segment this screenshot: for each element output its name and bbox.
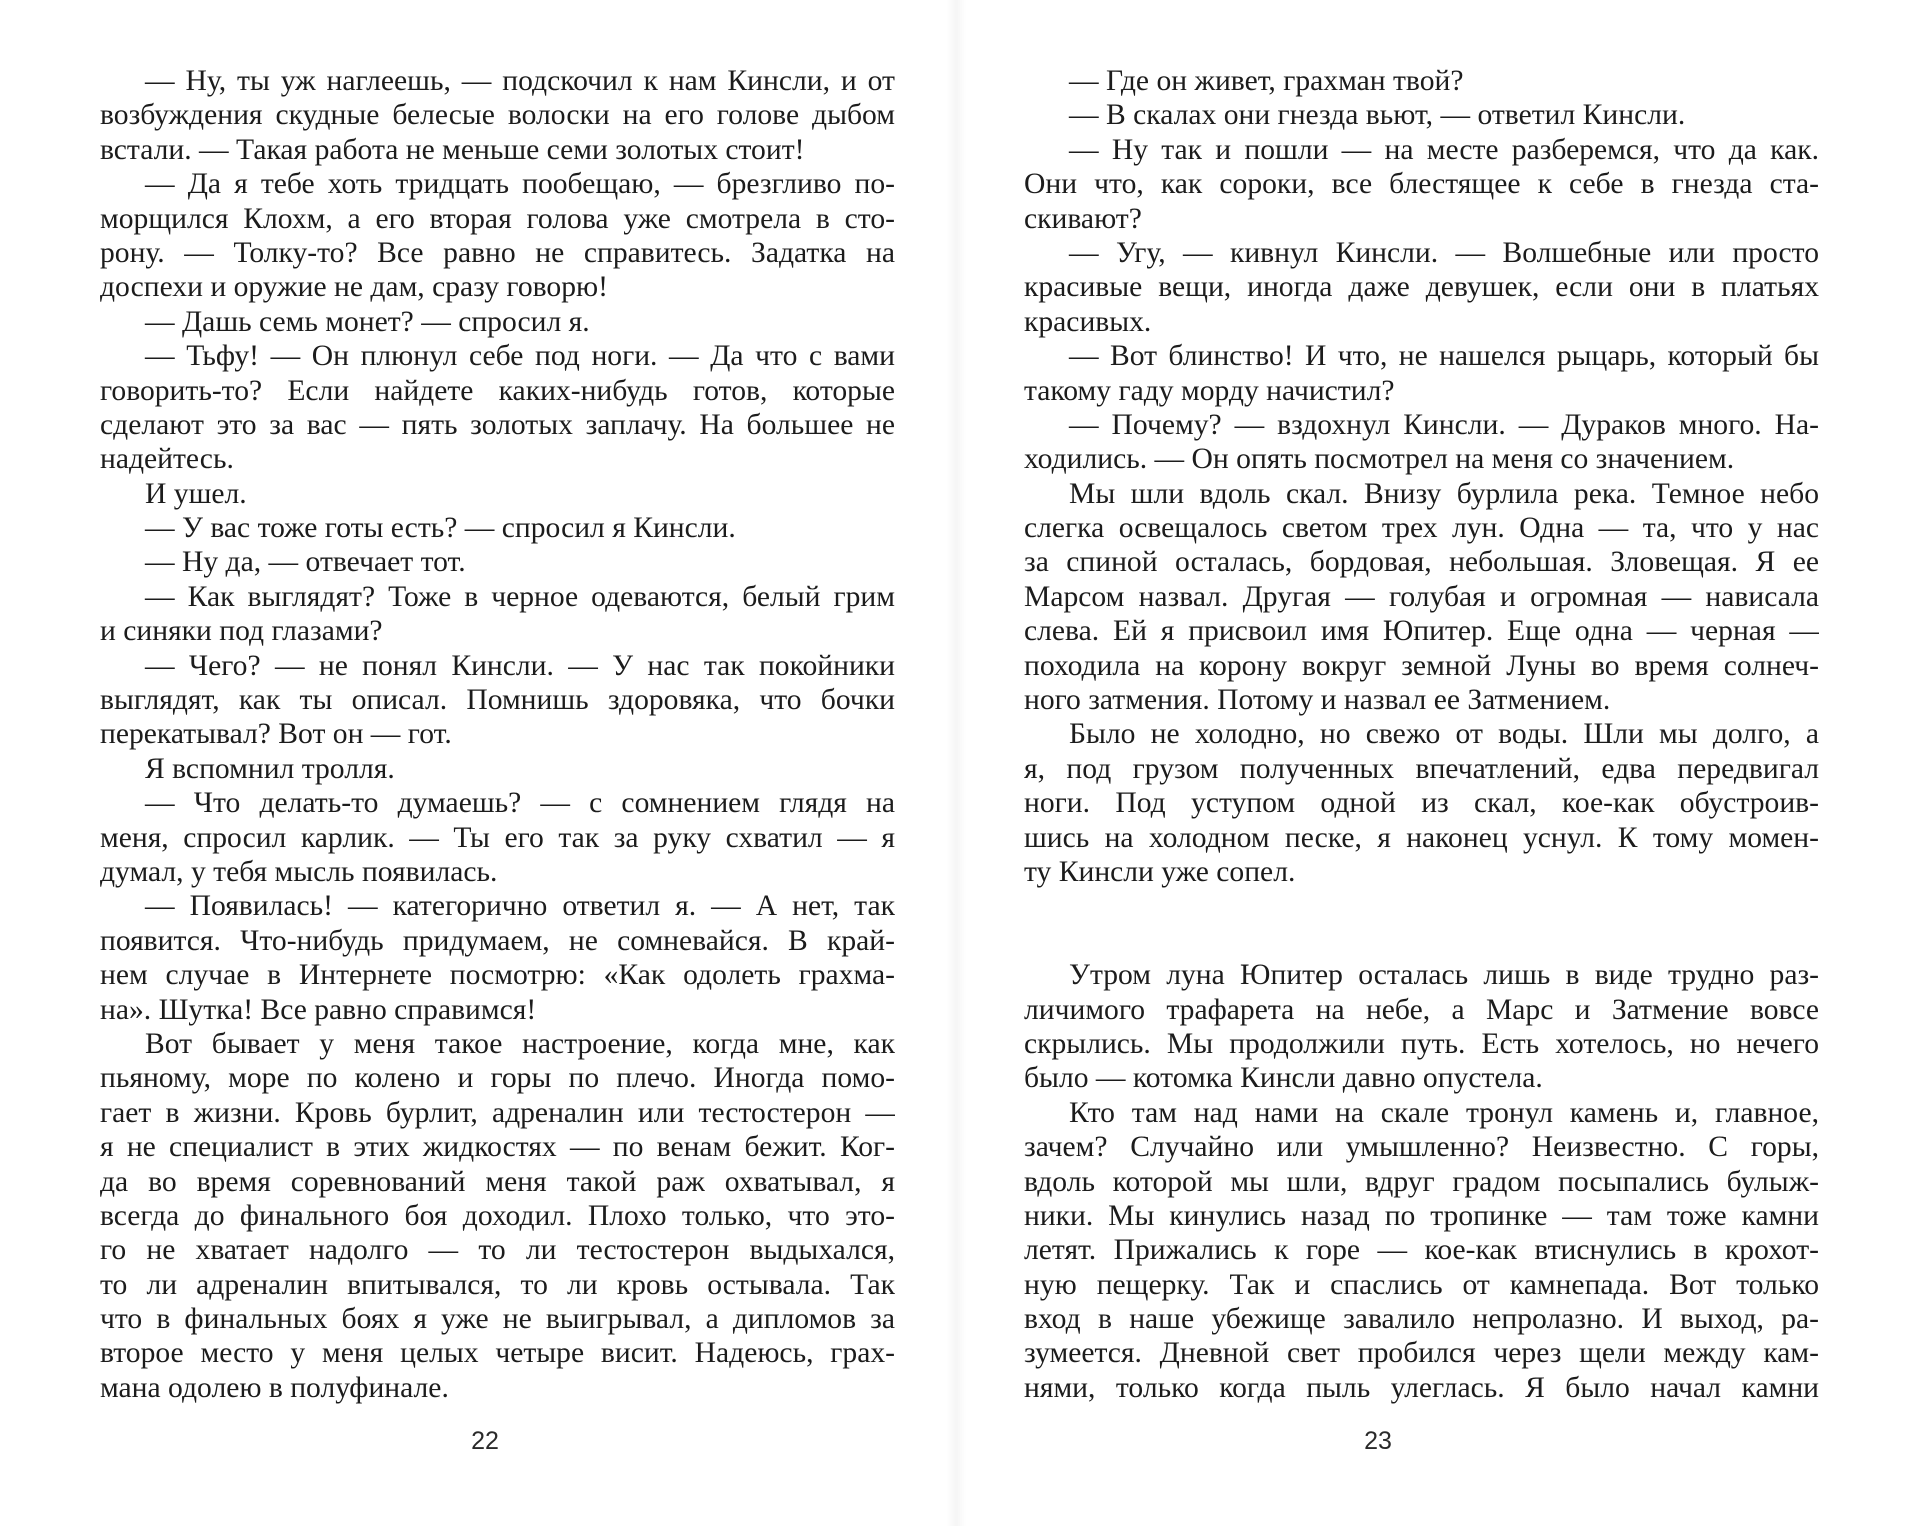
text-line: летят. Прижались к горе — кое-как втиснулись в крохот-	[1024, 1234, 1819, 1267]
text-line: — Тьфу! — Он плюнул себе под ноги. — Да что с вами	[145, 340, 895, 373]
text-line: красивые вещи, иногда даже девушек, если они в платьях	[1024, 271, 1819, 304]
text-line: — Появилась! — категорично ответил я. — А нет, так	[145, 890, 895, 923]
text-line: сделают это за вас — пять золотых заплачу. На большее не	[100, 408, 895, 441]
text-line: — Ну, ты уж наглеешь, — подскочил к нам Кинсли, и от	[145, 65, 895, 97]
text-line: нями, только когда пыль улеглась. Я было начал камни	[1024, 1371, 1819, 1404]
text-line: ходились. — Он опять посмотрел на меня со значением.	[1024, 443, 1735, 476]
text-line: — У вас тоже готы есть? — спросил я Кинсли.	[145, 512, 736, 545]
text-line: надейтесь.	[100, 443, 234, 476]
text-line: да во время соревнований меня такой раж охватывал, я	[100, 1165, 895, 1198]
text-line: личимого трафарета на небе, а Марс и Затмение вовсе	[1024, 993, 1819, 1026]
text-line: — Ну так и пошли — на месте разберемся, что да как.	[1069, 133, 1819, 166]
section-break	[1024, 889, 1819, 958]
text-line: Было не холодно, но свежо от воды. Шли мы долго, а	[1069, 718, 1819, 751]
text-line: вход в наше убежище завалило непролазно. И выход, ра-	[1024, 1303, 1819, 1336]
text-line: ту Кинсли уже сопел.	[1024, 855, 1296, 888]
text-line: и синяки под глазами?	[100, 615, 383, 648]
text-line: шись на холодном песке, я наконец уснул. К тому момен-	[1024, 821, 1819, 854]
text-line: — Угу, — кивнул Кинсли. — Волшебные или просто	[1069, 236, 1819, 269]
text-line: зумеется. Дневной свет пробился через щели между кам-	[1024, 1337, 1819, 1370]
text-line: я не специалист в этих жидкостях — по венам бежит. Ког-	[100, 1131, 895, 1164]
text-line: говорить-то? Если найдете каких-нибудь готов, которые	[100, 374, 895, 407]
text-line: что в финальных боях я уже не выигрывал, а дипломов за	[100, 1303, 895, 1336]
text-line: возбуждения скудные белесые волоски на его голове дыбом	[100, 99, 895, 132]
text-line: слегка освещалось светом трех лун. Одна — та, что у нас	[1024, 512, 1819, 545]
text-line: скивают?	[1024, 202, 1142, 235]
text-line: Кто там над нами на скале тронул камень и, главное,	[1069, 1096, 1819, 1129]
text-line: — В скалах они гнезда вьют, — ответил Кинсли.	[1069, 99, 1686, 132]
text-line: Они что, как сороки, все блестящее к себе в гнезда ста-	[1024, 168, 1819, 201]
text-line: я, под грузом полученных впечатлений, едва передвигал	[1024, 752, 1819, 785]
right-page	[956, 0, 1912, 1526]
text-line: — Дашь семь монет? — спросил я.	[145, 305, 590, 338]
text-line: на». Шутка! Все равно справимся!	[100, 993, 537, 1026]
text-line: доспехи и оружие не дам, сразу говорю!	[100, 271, 608, 304]
text-line: Утром луна Юпитер осталась лишь в виде трудно раз-	[1069, 959, 1819, 992]
text-line: Вот бывает у меня такое настроение, когда мне, как	[145, 1027, 895, 1060]
left-page-text	[100, 64, 895, 1405]
text-line: — Что делать-то думаешь? — с сомнением глядя на	[145, 787, 895, 820]
text-line: ную пещерку. Так и спаслись от камнепада. Вот только	[1024, 1268, 1819, 1301]
text-line: ники. Мы кинулись назад по тропинке — там тоже камни	[1024, 1199, 1819, 1232]
text-line: слева. Ей я присвоил имя Юпитер. Еще одна — черная —	[1024, 615, 1819, 648]
text-line: Марсом назвал. Другая — голубая и огромная — нависала	[1024, 580, 1819, 613]
text-line: второе место у меня целых четыре висит. Надеюсь, грах-	[100, 1337, 895, 1370]
right-page-text	[1024, 64, 1819, 1405]
text-line: появится. Что-нибудь придумаем, не сомневайся. В край-	[100, 924, 895, 957]
text-line: морщился Клохм, а его вторая голова уже смотрела в сто-	[100, 202, 895, 235]
text-line: нем случае в Интернете посмотрю: «Как одолеть грахма-	[100, 959, 895, 992]
text-line: то ли адреналин впитывался, то ли кровь остывала. Так	[100, 1268, 895, 1301]
text-line: скрылись. Мы продолжили путь. Есть хотелось, но нечего	[1024, 1027, 1819, 1060]
page-number-right: 23	[1364, 1427, 1392, 1455]
text-line: — Ну да, — отвечает тот.	[145, 546, 466, 579]
text-line: перекатывал? Вот он — гот.	[100, 718, 452, 751]
text-line: — Да я тебе хоть тридцать пообещаю, — брезгливо по-	[145, 168, 895, 201]
text-line: за спиной осталась, бордовая, небольшая. Зловещая. Я ее	[1024, 546, 1819, 579]
text-line: такому гаду морду начистил?	[1024, 374, 1395, 407]
text-line: ноги. Под уступом одной из скал, кое-как обустроив-	[1024, 787, 1819, 820]
text-line: И ушел.	[145, 477, 247, 510]
text-line: походила на корону вокруг земной Луны во время солнеч-	[1024, 649, 1819, 682]
text-line: вдоль которой мы шли, вдруг градом посыпались булыж-	[1024, 1165, 1819, 1198]
text-line: думал, у тебя мысль появилась.	[100, 855, 498, 888]
text-line: зачем? Случайно или умышленно? Неизвестно. С горы,	[1024, 1131, 1819, 1164]
text-line: выглядят, как ты описал. Помнишь здоровяка, что бочки	[100, 684, 895, 717]
text-line: ного затмения. Потому и назвал ее Затмением.	[1024, 684, 1611, 717]
text-line: го не хватает надолго — то ли тестостерон выдыхался,	[100, 1234, 895, 1267]
text-line: гает в жизни. Кровь бурлит, адреналин или тестостерон —	[100, 1096, 895, 1129]
text-line: меня, спросил карлик. — Ты его так за руку схватил — я	[100, 821, 895, 854]
text-line: было — котомка Кинсли давно опустела.	[1024, 1062, 1543, 1095]
text-line: всегда до финального боя доходил. Плохо только, что это-	[100, 1199, 895, 1232]
text-line: встали. — Такая работа не меньше семи золотых стоит!	[100, 133, 805, 166]
text-line: красивых.	[1024, 305, 1152, 338]
text-line: — Как выглядят? Тоже в черное одеваются, белый грим	[145, 580, 895, 613]
text-line: рону. — Толку-то? Все равно не справитесь. Задатка на	[100, 236, 895, 269]
text-line: Мы шли вдоль скал. Внизу бурлила река. Темное небо	[1069, 477, 1819, 510]
text-line: мана одолею в полуфинале.	[100, 1371, 449, 1404]
text-line: пьяному, море по колено и горы по плечо. Иногда помо-	[100, 1062, 895, 1095]
text-line: — Почему? — вздохнул Кинсли. — Дураков много. На-	[1069, 408, 1819, 441]
text-line: — Где он живет, грахман твой?	[1069, 65, 1464, 97]
text-line: — Чего? — не понял Кинсли. — У нас так покойники	[145, 649, 895, 682]
text-line: — Вот блинство! И что, не нашелся рыцарь, который бы	[1069, 340, 1819, 373]
page-number-left: 22	[471, 1427, 499, 1455]
text-line: Я вспомнил тролля.	[145, 752, 395, 785]
